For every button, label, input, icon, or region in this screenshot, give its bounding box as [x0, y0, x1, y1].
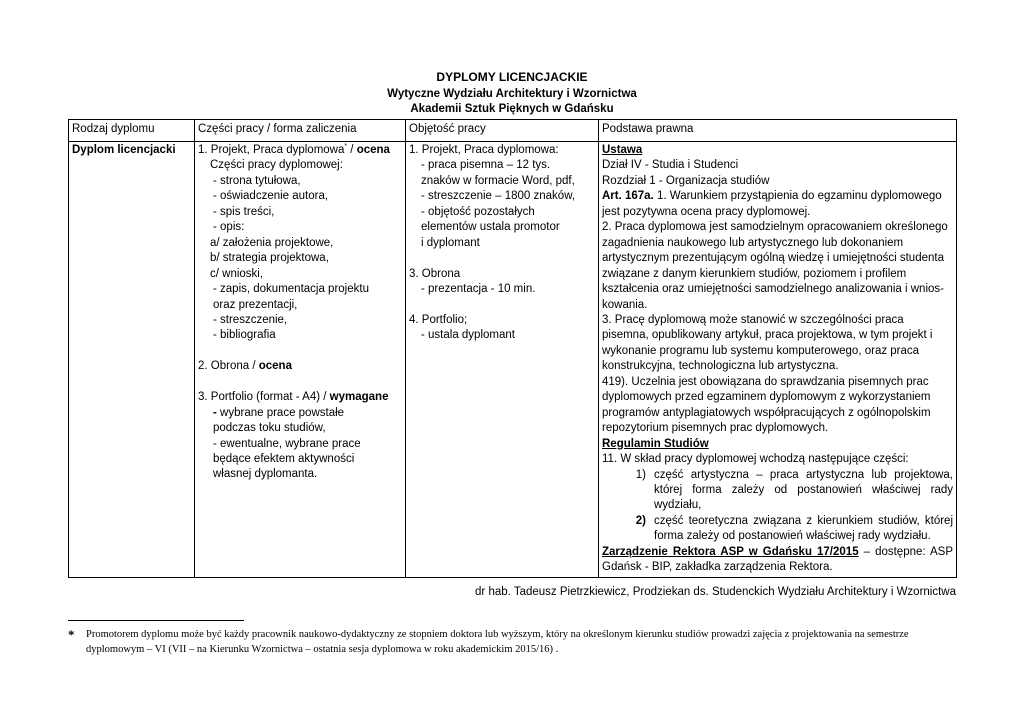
volume-line: - ustala dyplomant: [421, 329, 515, 342]
regulations-list-item: [602, 514, 953, 545]
parts-line-portfolio: [198, 390, 402, 405]
parts-dash: -: [213, 406, 217, 419]
regulations-paragraph: 11. W skład pracy dyplomowej wchodzą następujące części:: [602, 453, 909, 466]
parts-line: c/ wnioski,: [210, 267, 264, 280]
legal-article-text: 1. Warunkiem przystąpienia do egzaminu dyplomowego jest pozytywna ocena pracy dyplomowej.: [602, 190, 942, 218]
list-item-text: część artystyczna – praca artystyczna lub projektowa, której forma zależy od postanowień właściwej rady wydziału,: [654, 468, 953, 512]
parts-line: własnej dyplomanta.: [213, 468, 318, 481]
parts-line-defense: [198, 359, 402, 374]
document-subtitle-academy: Akademii Sztuk Pięknych w Gdańsku: [410, 103, 614, 115]
cell-legal-basis: [599, 142, 957, 578]
footnote-text: Promotorem dyplomu może być każdy pracownik naukowo-dydaktyczny ze stopniem doktora lub wyższym, który na określonym kierunku studiów prowadzi zajęcia z projektowania na semestrze dyplomowym – VI (VII – na Kierunku Wzornictwa – ostatnia sesja dyplomowa w roku akademickim 2015/16) .: [86, 629, 909, 655]
footnote-marker: *: [344, 143, 348, 151]
parts-line-1: [198, 143, 402, 158]
rector-order-title: Zarządzenie Rektora ASP w Gdańsku 17/2015: [602, 545, 859, 558]
regulations-heading: Regulamin Studiów: [602, 437, 709, 450]
parts-item-1-label: 1. Projekt, Praca dyplomowa: [198, 144, 345, 156]
parts-item-2-grade: ocena: [258, 360, 292, 373]
requirements-table: [68, 119, 957, 578]
parts-line: - opis:: [213, 221, 245, 234]
parts-line: podczas toku studiów,: [213, 422, 326, 435]
parts-line: - strona tytułowa,: [213, 174, 301, 187]
document-subtitle-faculty: Wytyczne Wydziału Architektury i Wzornictwa: [387, 88, 637, 100]
parts-item-3-label: 3. Portfolio (format - A4) /: [198, 391, 330, 404]
volume-line: 3. Obrona: [409, 267, 461, 280]
document-title: DYPLOMY LICENCJACKIE: [436, 70, 588, 84]
column-header-parts: Części pracy / forma zaliczenia: [195, 120, 406, 142]
column-header-legal-basis: Podstawa prawna: [599, 120, 957, 142]
parts-line: oraz prezentacji,: [213, 298, 298, 311]
volume-line: znaków w formacie Word, pdf,: [421, 174, 575, 187]
legal-chapter: Rozdział 1 - Organizacja studiów: [602, 174, 770, 187]
volume-line: - prezentacja - 10 min.: [421, 283, 536, 296]
parts-item-1-grade: ocena: [356, 144, 390, 156]
rector-order: [602, 545, 953, 576]
table-row: [69, 142, 957, 578]
volume-line: - praca pisemna – 12 tys.: [421, 159, 551, 172]
parts-line-text: wybrane prace powstałe: [216, 406, 345, 419]
volume-line: 1. Projekt, Praca dyplomowa:: [409, 144, 559, 156]
signature: dr hab. Tadeusz Pietrzkiewicz, Prodziekan ds. Studenckich Wydziału Architektury i Wzornictwa: [475, 586, 956, 598]
column-header-diploma-type: Rodzaj dyplomu: [69, 120, 195, 142]
legal-article-number: Art. 167a.: [602, 190, 654, 203]
regulations-list-item: [602, 468, 953, 514]
parts-line: [198, 406, 402, 421]
volume-line: - objętość pozostałych: [421, 205, 535, 218]
legal-paragraph: 3. Pracę dyplomową może stanowić w szczególności praca pisemna, opublikowany artykuł, praca projektowa, w tym projekt i wykonanie programu lub systemu komputerowego, oraz praca konstrukcyjna, technologiczna lub artystyczna.: [602, 313, 933, 373]
list-item-number: 2): [635, 514, 646, 527]
cell-diploma-type: [69, 142, 195, 578]
parts-line: - zapis, dokumentacja projektu: [213, 283, 369, 296]
parts-item-1-separator: /: [347, 144, 357, 156]
volume-line: - streszczenie – 1800 znaków,: [421, 190, 576, 203]
legal-article-167a: [602, 189, 953, 220]
parts-line: - spis treści,: [213, 205, 275, 218]
parts-line: - streszczenie,: [213, 313, 288, 326]
volume-line: i dyplomant: [421, 236, 480, 249]
footnote-divider: [68, 620, 244, 621]
legal-paragraph: 2. Praca dyplomowa jest samodzielnym opracowaniem określonego zagadnienia naukowego lub artystycznego lub dokonaniem artystycznym prezentującym ogólną wiedzę i umiejętności studenta związane z danym kierunkiem studiów, poziomem i profilem kształcenia oraz umiejętności samodzielnego analizowania i wnios-kowania.: [602, 221, 948, 311]
parts-item-3-required: wymagane: [329, 391, 389, 404]
parts-line: - bibliografia: [213, 329, 276, 342]
legal-section: Dział IV - Studia i Studenci: [602, 159, 739, 172]
parts-line: - oświadczenie autora,: [213, 190, 329, 203]
parts-line: - ewentualne, wybrane prace: [213, 437, 361, 450]
parts-line: a/ założenia projektowe,: [210, 236, 334, 249]
column-header-volume: Objętość pracy: [406, 120, 599, 142]
table-header-row: [69, 120, 957, 142]
parts-line: będące efektem aktywności: [213, 453, 355, 466]
footnote-mark: *: [68, 627, 75, 642]
volume-line: elementów ustala promotor: [421, 221, 560, 234]
rector-order-text: – dostępne: ASP Gdańsk - BIP, zakładka zarządzenia Rektora.: [602, 545, 954, 574]
volume-line: 4. Portfolio;: [409, 313, 468, 326]
parts-line: Części pracy dyplomowej:: [210, 159, 343, 172]
parts-line: b/ strategia projektowa,: [210, 252, 329, 265]
legal-paragraph: 419). Uczelnia jest obowiązana do sprawdzania pisemnych prac dyplomowych przed egzaminem dyplomowym z wykorzystaniem programów antyplagiatowych współpracujących z ogólnopolskim repozytorium pisemnych prac dyplomowych.: [602, 375, 931, 435]
cell-volume: [406, 142, 599, 578]
list-item-number: 1): [635, 468, 646, 481]
cell-parts: [195, 142, 406, 578]
footnote: [68, 627, 958, 657]
legal-act-heading: Ustawa: [602, 144, 643, 156]
diploma-type-label: Dyplom licencjacki: [72, 144, 176, 156]
list-item-text: część teoretyczna związana z kierunkiem studiów, której forma zależy od postanowień właściwej rady wydziału.: [654, 514, 953, 543]
parts-item-2-label: 2. Obrona /: [198, 360, 259, 373]
